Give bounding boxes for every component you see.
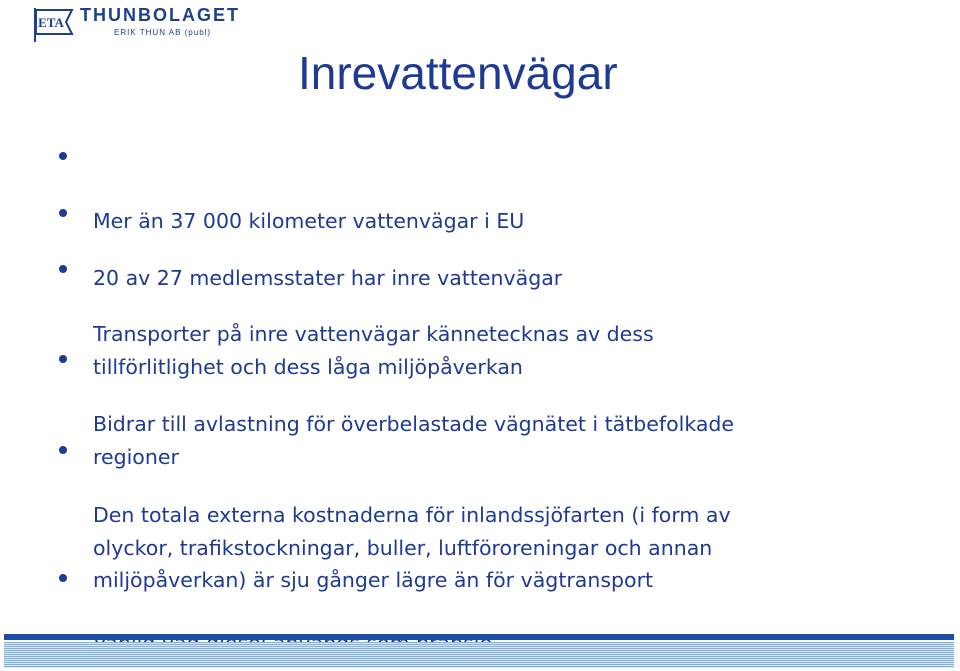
svg-text:ETA: ETA bbox=[38, 15, 64, 30]
bullet-text: Den totala externa kostnaderna för inlandssjöfarten (i form av olyckor, trafikstockningar, buller, luftföroreningar och annan miljöpåverkan) är sju gånger lägre än för vägtransport bbox=[93, 503, 731, 592]
bullet-dot-icon bbox=[59, 355, 67, 363]
bullet-text: Transporter på inre vattenvägar kännetecknas av dess tillförlitlighet och dess låga miljöpåverkan bbox=[93, 322, 654, 379]
bullet-text: 20 av 27 medlemsstater har inre vattenvägar bbox=[93, 266, 563, 290]
footer-band bbox=[0, 634, 960, 671]
logo-company-subtitle: ERIK THUN AB (publ) bbox=[114, 28, 212, 37]
footer-stripes bbox=[4, 642, 954, 668]
logo-company-name: THUNBOLAGET bbox=[80, 5, 240, 25]
bullet-dot-icon bbox=[59, 574, 67, 582]
footer-bar bbox=[4, 634, 954, 640]
bullet-dot-icon bbox=[59, 446, 67, 454]
bullet-dot-icon bbox=[59, 265, 67, 273]
slide-title: Inrevattenvägar bbox=[298, 47, 618, 99]
bullet-text: Bidrar till avlastning för överbelastade vägnätet i tätbefolkade regioner bbox=[93, 412, 735, 469]
bullet-dot-icon bbox=[59, 152, 67, 160]
bullet-text: Mer än 37 000 kilometer vattenvägar i EU bbox=[93, 209, 525, 233]
bullet-dot-icon bbox=[59, 209, 67, 217]
